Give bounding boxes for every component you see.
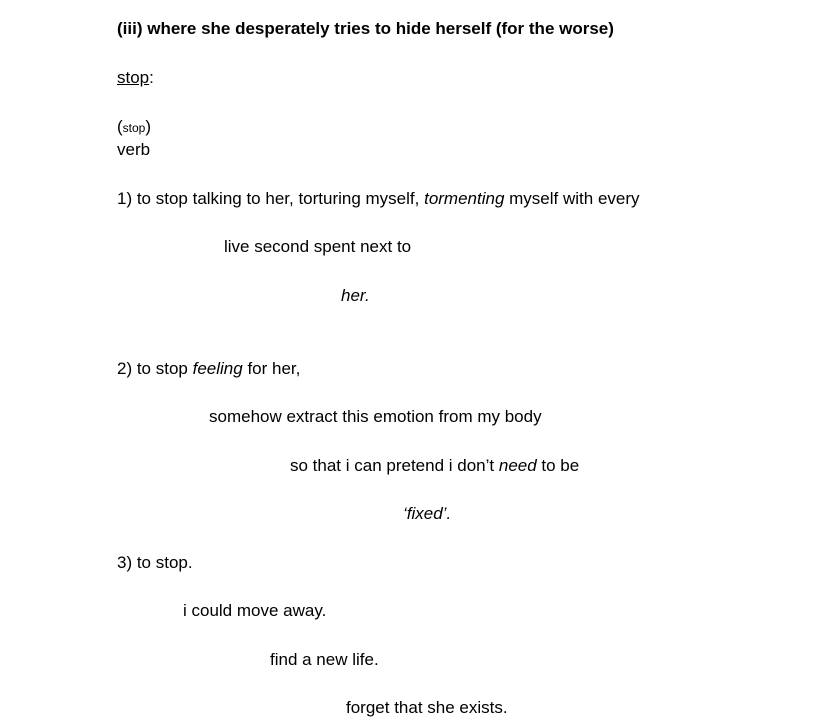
definition-2-emphasis: feeling — [192, 359, 243, 378]
section-heading: (iii) where she desperately tries to hide herself (for the worse) — [117, 19, 614, 38]
definition-2-line-3-text-end: to be — [536, 456, 580, 475]
definition-1-line-1 — [117, 189, 640, 209]
definition-3-line-4: forget that she exists. — [346, 698, 508, 717]
pronunciation — [117, 117, 151, 138]
definition-3-line-2: i could move away. — [183, 601, 327, 620]
definition-2-text: 2) to stop — [117, 359, 193, 378]
headword-term: stop — [117, 68, 150, 87]
headword — [117, 68, 154, 88]
definition-1-line-2: live second spent next to — [224, 237, 412, 256]
pronunciation-open: ( — [117, 117, 123, 136]
definition-1-text-end: myself with every — [504, 189, 640, 208]
definition-2-line-4: ‘fixed’. — [403, 504, 452, 523]
definition-2-line-3-emphasis: need — [498, 456, 537, 475]
definition-2-line-2: somehow extract this emotion from my body — [209, 407, 542, 426]
definition-2-line-3 — [290, 456, 579, 476]
definition-1-text: 1) to stop talking to her, torturing myself, — [117, 189, 425, 208]
part-of-speech: verb — [117, 140, 151, 159]
pronunciation-close: ) — [145, 117, 152, 136]
definition-2-line-1 — [117, 359, 300, 379]
definition-2-line-3-text: so that i can pretend i don’t — [290, 456, 499, 475]
definition-3-line-1: 3) to stop. — [117, 553, 193, 572]
definition-1-line-3: her. — [341, 286, 370, 305]
definition-1-emphasis: tormenting — [424, 189, 505, 208]
headword-colon: : — [149, 68, 154, 87]
pronunciation-text: stop — [122, 121, 146, 135]
definition-2-text-end: for her, — [242, 359, 301, 378]
definition-3-line-3: find a new life. — [270, 650, 379, 669]
